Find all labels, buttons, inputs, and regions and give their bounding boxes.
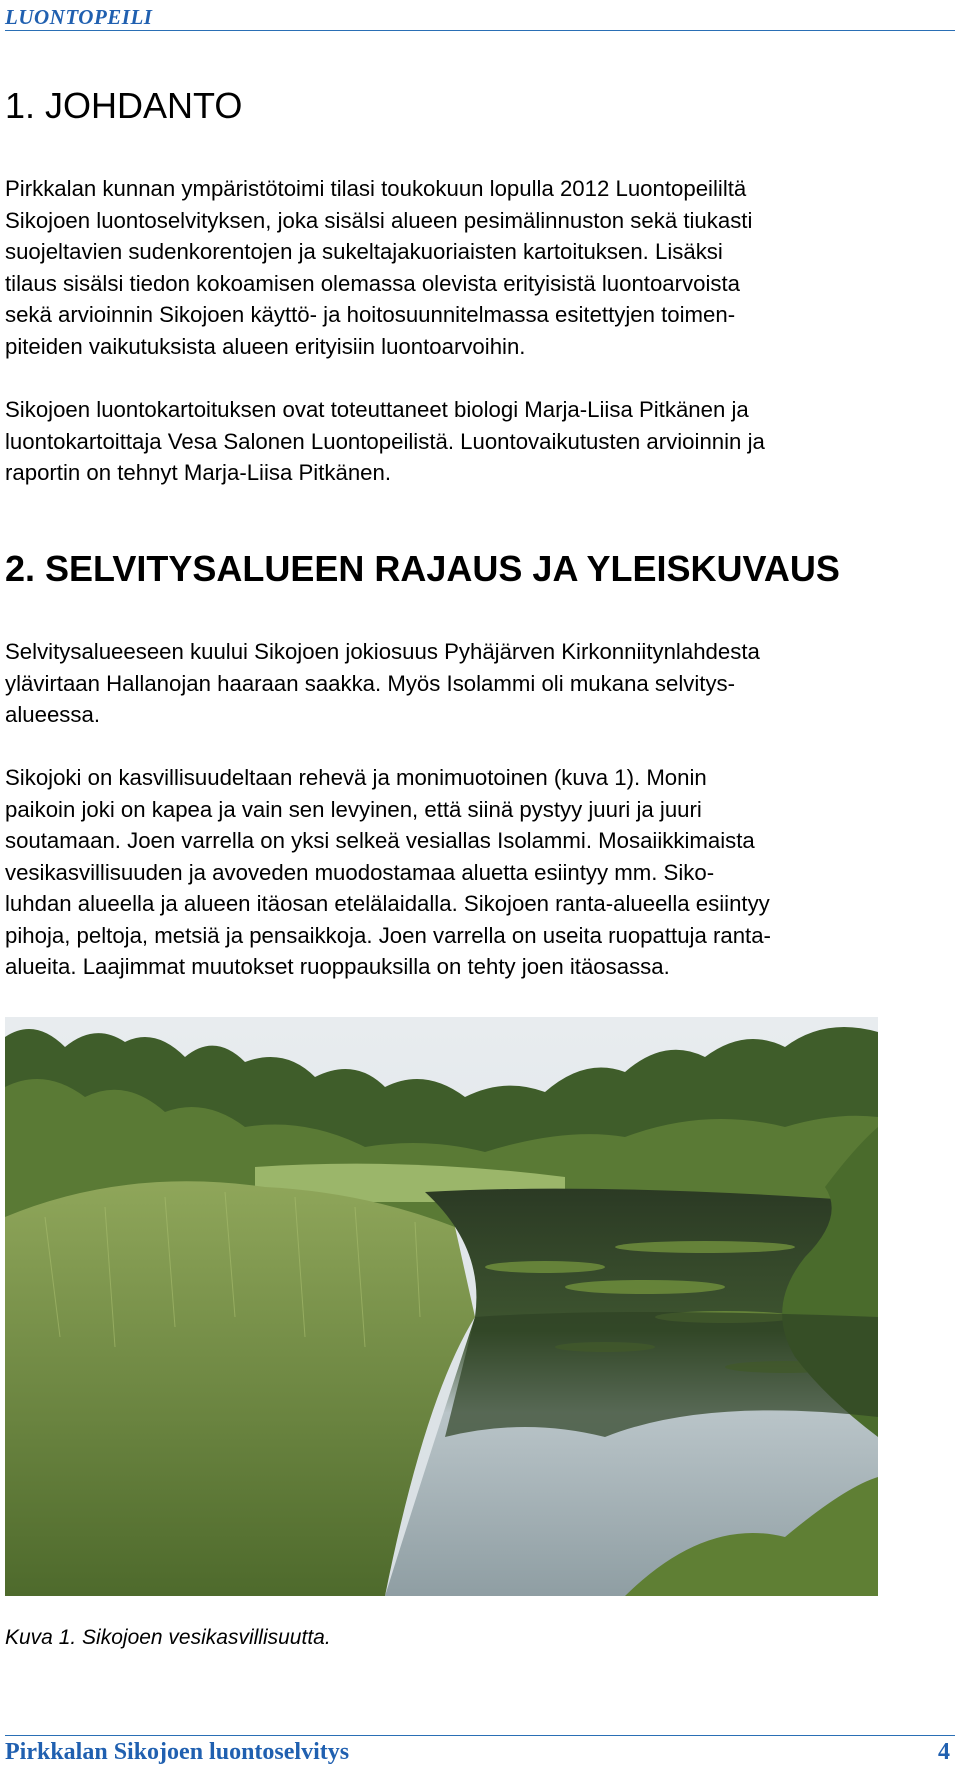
text-line: Sikojoki on kasvillisuudeltaan rehevä ja monimuotoinen (kuva 1). Monin — [5, 765, 707, 790]
text-line: Selvitysalueeseen kuului Sikojoen jokiosuus Pyhäjärven Kirkonniitynlahdesta — [5, 639, 760, 664]
text-line: pihoja, peltoja, metsiä ja pensaikkoja. Joen varrella on useita ruopattuja ranta- — [5, 922, 771, 948]
text-line: soutamaan. Joen varrella on yksi selkeä vesiallas Isolammi. Mosaiikkimaista — [5, 828, 755, 853]
figure-caption: Kuva 1. Sikojoen vesikasvillisuutta. — [5, 1626, 331, 1649]
text-line: suojeltavien sudenkorentojen ja sukeltajakuoriaisten kartoituksen. Lisäksi — [5, 239, 723, 264]
text-line: Pirkkalan kunnan ympäristötoimi tilasi toukokuun lopulla 2012 Luontopeililtä — [5, 176, 747, 201]
text-line: vesikasvillisuuden ja avoveden muodostamaa aluetta esiintyy mm. Siko- — [5, 859, 715, 885]
footer-title: Pirkkalan Sikojoen luontoselvitys — [5, 1739, 350, 1765]
text-line: alueita. Laajimmat muutokset ruoppauksilla on tehty joen itäosassa. — [5, 954, 670, 979]
text-line: paikoin joki on kapea ja vain sen levyinen, että siinä pystyy juuri ja juuri — [5, 796, 702, 822]
text-line: Sikojoen luontokartoituksen ovat toteuttaneet biologi Marja-Liisa Pitkänen ja — [5, 397, 749, 422]
text-line: ylävirtaan Hallanojan haaraan saakka. Myös Isolammi oli mukana selvitys- — [5, 670, 736, 696]
section-1-paragraph-1 — [5, 173, 955, 362]
section-1-paragraph-2 — [5, 394, 955, 489]
text-line: luhdan alueella ja alueen itäosan etelälaidalla. Sikojoen ranta-alueella esiintyy — [5, 891, 770, 916]
text-line: alueessa. — [5, 702, 100, 727]
header-title: LUONTOPEILI — [5, 5, 153, 29]
section-2-paragraph-1 — [5, 636, 955, 731]
section-2-paragraph-2 — [5, 762, 955, 983]
footer-divider — [5, 1735, 955, 1736]
text-line: sekä arvioinnin Sikojoen käyttö- ja hoitosuunnitelmassa esitettyjen toimen- — [5, 302, 736, 327]
section-2-heading: 2. SELVITYSALUEEN RAJAUS JA YLEISKUVAUS — [5, 548, 840, 589]
text-line: piteiden vaikutuksista alueen erityisiin luontoarvoihin. — [5, 333, 526, 359]
river-photo — [5, 1017, 878, 1596]
section-1-heading: 1. JOHDANTO — [5, 85, 243, 126]
page-header — [5, 6, 955, 31]
page-number: 4 — [938, 1739, 950, 1765]
text-line: tilaus sisälsi tiedon kokoamisen olemassa olevista erityisistä luontoarvoista — [5, 270, 740, 296]
text-line: raportin on tehnyt Marja-Liisa Pitkänen. — [5, 460, 392, 485]
text-line: luontokartoittaja Vesa Salonen Luontopeilistä. Luontovaikutusten arvioinnin ja — [5, 428, 765, 454]
text-line: Sikojoen luontoselvityksen, joka sisälsi alueen pesimälinnuston sekä tiukasti — [5, 207, 753, 233]
